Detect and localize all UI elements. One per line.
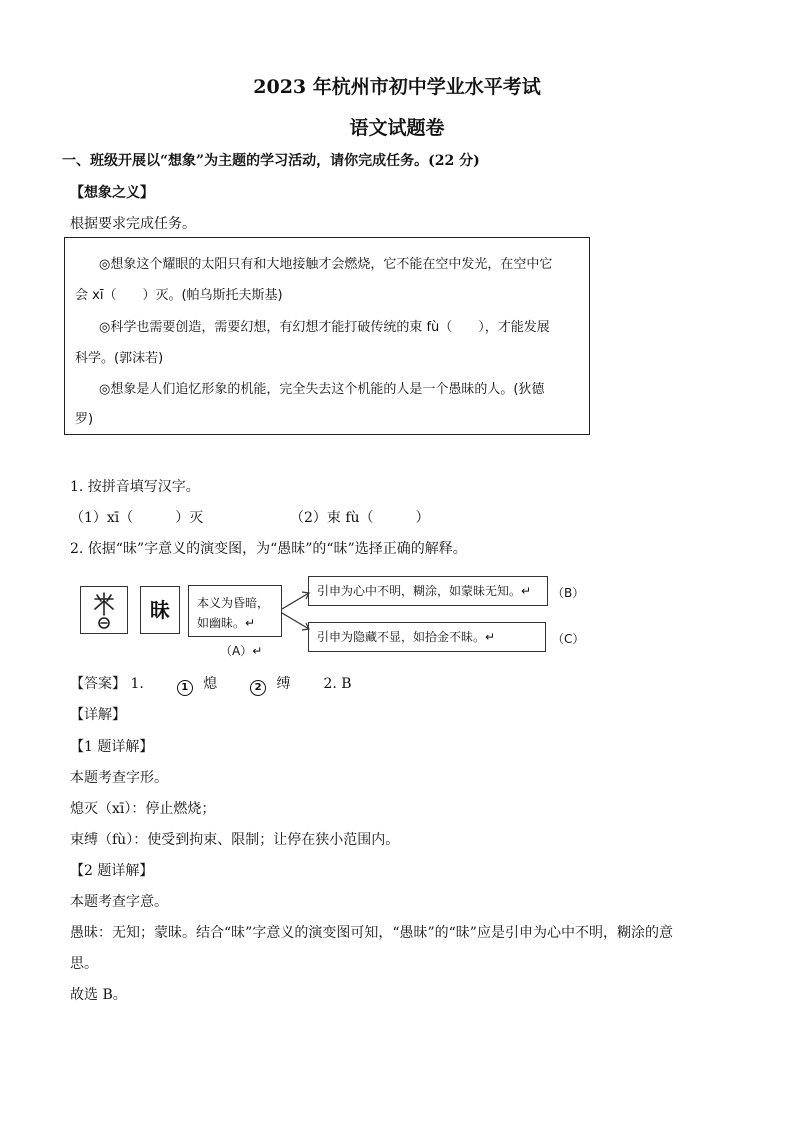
answer-1-1-text: 熄 xyxy=(203,676,218,692)
quote-line: 科学。(郭沫若) xyxy=(75,351,164,366)
ancient-glyph-box xyxy=(80,586,128,634)
label-b: （B） xyxy=(552,586,585,600)
quote-line: ◎想象这个耀眼的太阳只有和大地接触才会燃烧，它不能在空中发光，在空中它 xyxy=(99,257,553,272)
answer-line xyxy=(70,673,352,696)
question-2: 2. 依据“昧”字意义的演变图，为“愚昧”的“昧”选择正确的解释。 xyxy=(70,541,467,557)
label-c: （C） xyxy=(552,632,585,646)
box-a xyxy=(188,585,282,637)
detail-heading: 【详解】 xyxy=(70,707,126,723)
subheading-imagination: 【想象之义】 xyxy=(70,185,154,201)
box-c: 引申为隐藏不显，如拾金不昧。↵ xyxy=(308,622,546,652)
detail-1-line: 束缚（fù）：使受到拘束、限制；让停在狭小范围内。 xyxy=(70,832,400,848)
detail-1-line: 本题考查字形。 xyxy=(70,770,168,786)
detail-2-line: 本题考查字意。 xyxy=(70,894,168,910)
detail-2-line: 故选 B。 xyxy=(70,987,127,1003)
exam-title: 2023 年杭州市初中学业水平考试 xyxy=(253,76,541,98)
section-heading: 一、班级开展以“想象”为主题的学习活动，请你完成任务。(22 分) xyxy=(62,153,480,169)
detail-2-line: 愚昧：无知；蒙昧。结合“昧”字意义的演变图可知，“愚昧”的“昧”应是引申为心中不明，糊涂的意 xyxy=(70,925,673,941)
answer-label: 【答案】 xyxy=(70,676,126,692)
instruction-text: 根据要求完成任务。 xyxy=(70,216,196,232)
circled-number-1-icon: 1 xyxy=(177,680,193,696)
answer-2-text: 2. B xyxy=(323,676,352,692)
question-1: 1. 按拼音填写汉字。 xyxy=(70,479,200,495)
question-1-part-2: （2）束 fù（ ） xyxy=(290,510,430,526)
quote-box xyxy=(64,237,590,435)
detail-1-heading: 【1 题详解】 xyxy=(70,739,154,755)
detail-1-line: 熄灭（xī）：停止燃烧； xyxy=(70,801,216,817)
box-b: 引申为心中不明，糊涂，如蒙昧无知。↵ xyxy=(308,576,548,606)
quote-line: ◎科学也需要创造，需要幻想，有幻想才能打破传统的束 fù（ ），才能发展 xyxy=(99,320,550,335)
ancient-mei-glyph-icon xyxy=(81,587,127,633)
detail-2-heading: 【2 题详解】 xyxy=(70,863,154,879)
mei-character-box: 昧 xyxy=(140,586,180,634)
mei-evolution-diagram xyxy=(80,573,585,663)
answer-1-number: 1. xyxy=(130,676,144,692)
box-a-line-2: 如幽昧。↵ xyxy=(197,616,256,630)
quote-line: ◎想象是人们追忆形象的机能，完全失去这个机能的人是一个愚昧的人。(狄德 xyxy=(99,382,545,397)
circled-number-2-icon: 2 xyxy=(250,680,266,696)
answer-1-2-text: 缚 xyxy=(276,676,291,692)
paper-subtitle: 语文试题卷 xyxy=(349,117,445,139)
quote-line: 罗) xyxy=(75,412,94,427)
detail-2-line: 思。 xyxy=(70,956,98,972)
quote-line: 会 xī（ ）灭。(帕乌斯托夫斯基) xyxy=(75,288,283,303)
label-a: （A）↵ xyxy=(220,644,263,658)
box-a-line-1: 本义为昏暗， xyxy=(197,596,270,610)
question-1-part-1: （1）xī（ ）灭 xyxy=(70,510,204,526)
